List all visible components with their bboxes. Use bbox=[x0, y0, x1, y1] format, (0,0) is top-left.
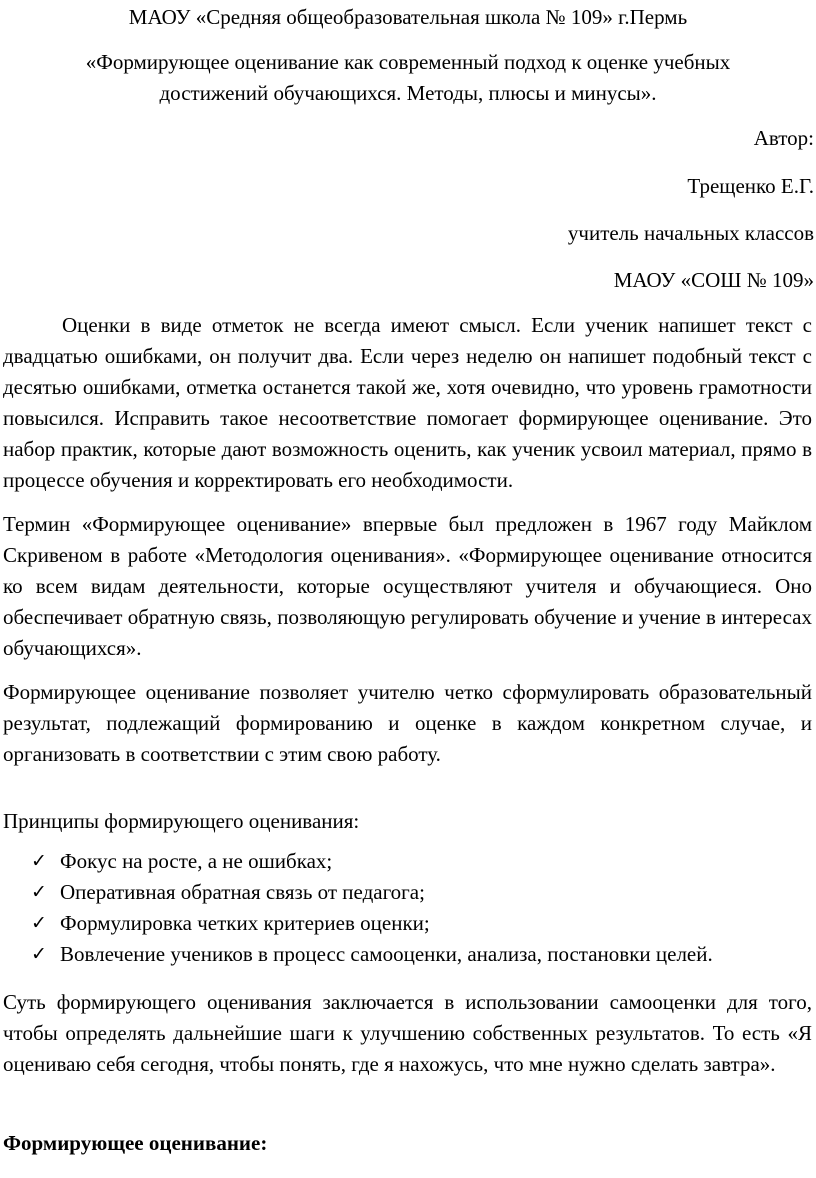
author-name: Трещенко Е.Г. bbox=[687, 174, 814, 198]
title-line-2: достижений обучающихся. Методы, плюсы и минусы». bbox=[159, 81, 657, 105]
check-icon: ✓ bbox=[31, 850, 47, 872]
bold-heading: Формирующее оценивание: bbox=[3, 1131, 268, 1155]
principles-list bbox=[0, 846, 713, 970]
list-item-text: Вовлечение учеников в процесс самооценки, анализа, постановки целей. bbox=[60, 942, 713, 966]
list-item bbox=[0, 877, 713, 908]
author-school: МАОУ «СОШ № 109» bbox=[613, 268, 814, 292]
title-line-1: «Формирующее оценивание как современный подход к оценке учебных bbox=[85, 50, 731, 74]
check-icon: ✓ bbox=[31, 943, 47, 965]
school-header: МАОУ «Средняя общеобразовательная школа № 109» г.Пермь bbox=[128, 5, 688, 29]
author-label: Автор: bbox=[753, 126, 814, 150]
list-item bbox=[0, 846, 713, 877]
list-item-text: Фокус на росте, а не ошибках; bbox=[60, 849, 333, 873]
paragraph-1: Оценки в виде отметок не всегда имеют смысл. Если ученик напишет текст с двадцатью ошибками, он получит два. Если через неделю он напишет подобный текст с десятью ошибками, отметка останется такой же, хотя очевидно, что уровень грамотности повысился. Исправить такое несоответствие помогает формирующее оценивание. Это набор практик, которые дают возможность оценить, как ученик усвоил материал, прямо в процессе обучения и корректировать его необходимости. bbox=[3, 313, 812, 492]
author-position: учитель начальных классов bbox=[567, 221, 814, 245]
paragraph-2: Термин «Формирующее оценивание» впервые был предложен в 1967 году Майклом Скривеном в работе «Методология оценивания». «Формирующее оценивание относится ко всем видам деятельности, которые осуществляют учителя и обучающиеся. Оно обеспечивает обратную связь, позволяющую регулировать обучение и учение в интересах обучающихся». bbox=[3, 512, 812, 660]
list-item-text: Формулировка четких критериев оценки; bbox=[60, 911, 430, 935]
principles-heading: Принципы формирующего оценивания: bbox=[3, 809, 360, 833]
check-icon: ✓ bbox=[31, 912, 47, 934]
list-item bbox=[0, 939, 713, 970]
paragraph-3: Формирующее оценивание позволяет учителю четко сформулировать образовательный результат, подлежащий формированию и оценке в каждом конкретном случае, и организовать в соответствии с этим свою работу. bbox=[3, 680, 812, 766]
list-item bbox=[0, 908, 713, 939]
paragraph-4: Суть формирующего оценивания заключается в использовании самооценки для того, чтобы определять дальнейшие шаги к улучшению собственных результатов. То есть «Я оцениваю себя сегодня, чтобы понять, где я нахожусь, что мне нужно сделать завтра». bbox=[3, 990, 812, 1076]
check-icon: ✓ bbox=[31, 881, 47, 903]
list-item-text: Оперативная обратная связь от педагога; bbox=[60, 880, 425, 904]
